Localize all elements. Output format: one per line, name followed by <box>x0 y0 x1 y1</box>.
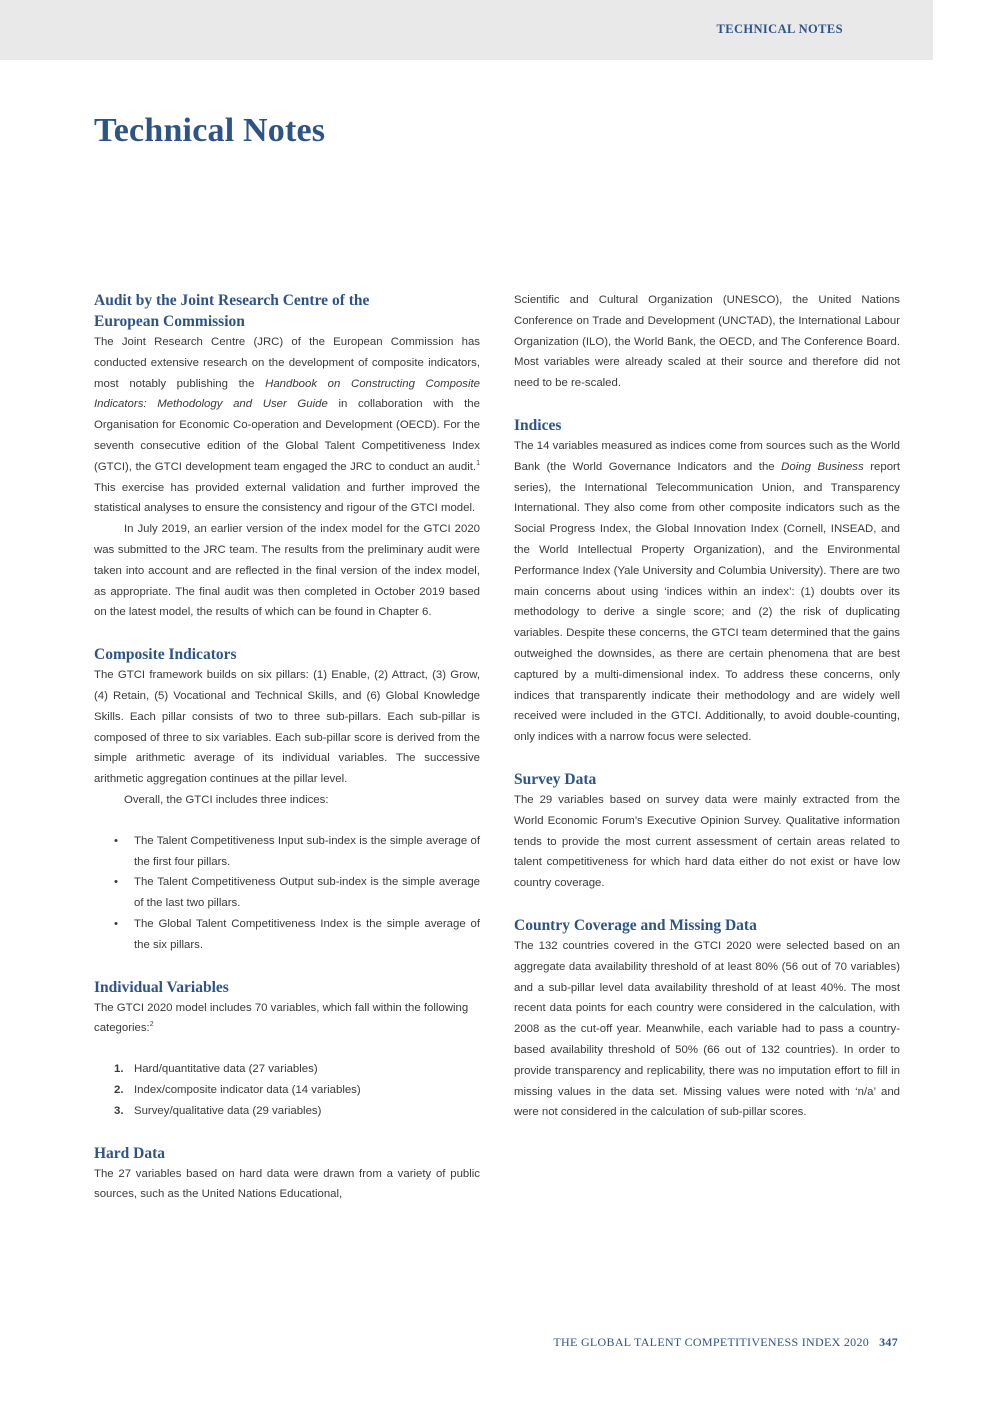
list-item: • The Talent Competitiveness Output sub-index is the simple average of the last two pillars. <box>94 872 480 914</box>
heading-composite-indicators: Composite Indicators <box>94 646 237 664</box>
page-footer <box>553 1335 898 1350</box>
list-item: • The Global Talent Competitiveness Index is the simple average of the six pillars. <box>94 914 480 956</box>
running-head: TECHNICAL NOTES <box>716 22 843 36</box>
footnote-ref-1: 1 <box>476 459 480 467</box>
indices-bullet-list <box>94 831 480 956</box>
heading-audit: Audit by the Joint Research Centre of the European Commission <box>94 292 370 330</box>
composite-paragraph-1: The GTCI framework builds on six pillars: (1) Enable, (2) Attract, (3) Grow, (4) Retain, (5) Vocational and Technical Skills, and (6) Global Knowledge Skills. Each pillar consists of two to three sub-pillars. Each sub-pillar is composed of three to six variables. Each sub-pillar score is derived from the simple arithmetic average of its individual variables. The successive arithmetic aggregation continues at the pillar level. <box>94 669 480 786</box>
heading-hard-data: Hard Data <box>94 1144 166 1162</box>
left-column <box>94 290 480 1205</box>
heading-survey-data: Survey Data <box>514 770 597 788</box>
list-item: • The Talent Competitiveness Input sub-index is the simple average of the first four pillars. <box>94 831 480 873</box>
coverage-paragraph-1: The 132 countries covered in the GTCI 2020 were selected based on an aggregate data availability threshold of at least 80% (56 out of 70 variables) and a sub-pillar level data availability threshold of at least 40%. The most recent data points for each country were considered in the calculation, with 2008 as the cut-off year. Meanwhile, each variable had to pass a country-based availability threshold of 50% (66 out of 132 countries). In order to provide transparency and replicability, there was no imputation effort to fill in missing values in the data set. Missing values were noted with ‘n/a’ and were not considered in the calculation of sub-pillar scores. <box>514 939 900 1119</box>
header-band <box>0 0 933 60</box>
categories-list <box>94 1059 480 1121</box>
heading-country-coverage: Country Coverage and Missing Data <box>514 916 757 934</box>
list-item: 3. Survey/qualitative data (29 variables) <box>114 1104 322 1117</box>
hard-data-paragraph-part2: Scientific and Cultural Organization (UNESCO), the United Nations Conference on Trade and Development (UNCTAD), the International Labour Organization (ILO), the World Bank, the OECD, and The Conference Board. Most variables were already scaled at their source and therefore did not need to be re-scaled. <box>514 294 900 390</box>
page-title: Technical Notes <box>94 112 326 149</box>
individual-paragraph-1: The GTCI 2020 model includes 70 variables, which fall within the following categories:$^2$ <box>94 1001 469 1035</box>
audit-paragraph-1: The Joint Research Centre (JRC) of the European Commission has conducted extensive research on the development of composite indicators, most notably publishing the Handbook on Constructing Composite Indicators: Methodology and User Guide in collaboration with the Organisation for Economic Co-operation and Development (OECD). For the seventh consecutive edition of the Global Talent Competitiveness Index (GTCI), the GTCI development team engaged the JRC to conduct an audit.$^1$ This exercise has provided external validation and further improved the statistical analyses to ensure the consistency and rigour of the GTCI model. <box>94 336 480 515</box>
page-number: 347 <box>879 1335 898 1349</box>
footnote-ref-2: 2 <box>149 1021 154 1029</box>
right-column <box>514 290 900 1123</box>
composite-paragraph-2: Overall, the GTCI includes three indices: <box>124 793 329 806</box>
audit-paragraph-2: In July 2019, an earlier version of the index model for the GTCI 2020 was submitted to the JRC team. The results from the preliminary audit were taken into account and are reflected in the final version of the index model, as appropriate. The final audit was then completed in October 2019 based on the latest model, the results of which can be found in Chapter 6. <box>94 523 480 619</box>
heading-indices: Indices <box>514 416 562 434</box>
hard-data-paragraph-part1: The 27 variables based on hard data were drawn from a variety of public sources, such as the United Nations Educational, <box>94 1167 480 1201</box>
heading-individual-variables: Individual Variables <box>94 978 229 996</box>
list-item: 2. Index/composite indicator data (14 variables) <box>114 1083 361 1096</box>
survey-paragraph-1: The 29 variables based on survey data were mainly extracted from the World Economic Forum’s Executive Opinion Survey. Qualitative information tends to provide the most current assessment of certain areas related to talent competitiveness for which hard data either do not exist or have low country coverage. <box>514 793 900 890</box>
list-item: 1. Hard/quantitative data (27 variables) <box>114 1063 318 1076</box>
publication-title: THE GLOBAL TALENT COMPETITIVENESS INDEX 2020 <box>553 1335 870 1349</box>
indices-paragraph-1: The 14 variables measured as indices come from sources such as the World Bank (the World Governance Indicators and the Doing Business report series), the International Telecommunication Union, and Transparency International. They also come from other composite indicators such as the Social Progress Index, the Global Innovation Index (Cornell, INSEAD, and the World Intellectual Property Organization), and the Environmental Performance Index (Yale University and Columbia University). There are two main concerns about using ‘indices within an index’: (1) doubts over its methodology to derive a single score; and (2) the risk of duplicating variables. Despite these concerns, the GTCI team determined that the gains outweighed the downsides, as there are certain phenomena that are best captured by a multi-dimensional index. To address these concerns, only indices that transparently indicate their methodology and are widely well received were included in the GTCI. Additionally, to avoid double-counting, only indices with a narrow focus were selected. <box>514 439 900 744</box>
